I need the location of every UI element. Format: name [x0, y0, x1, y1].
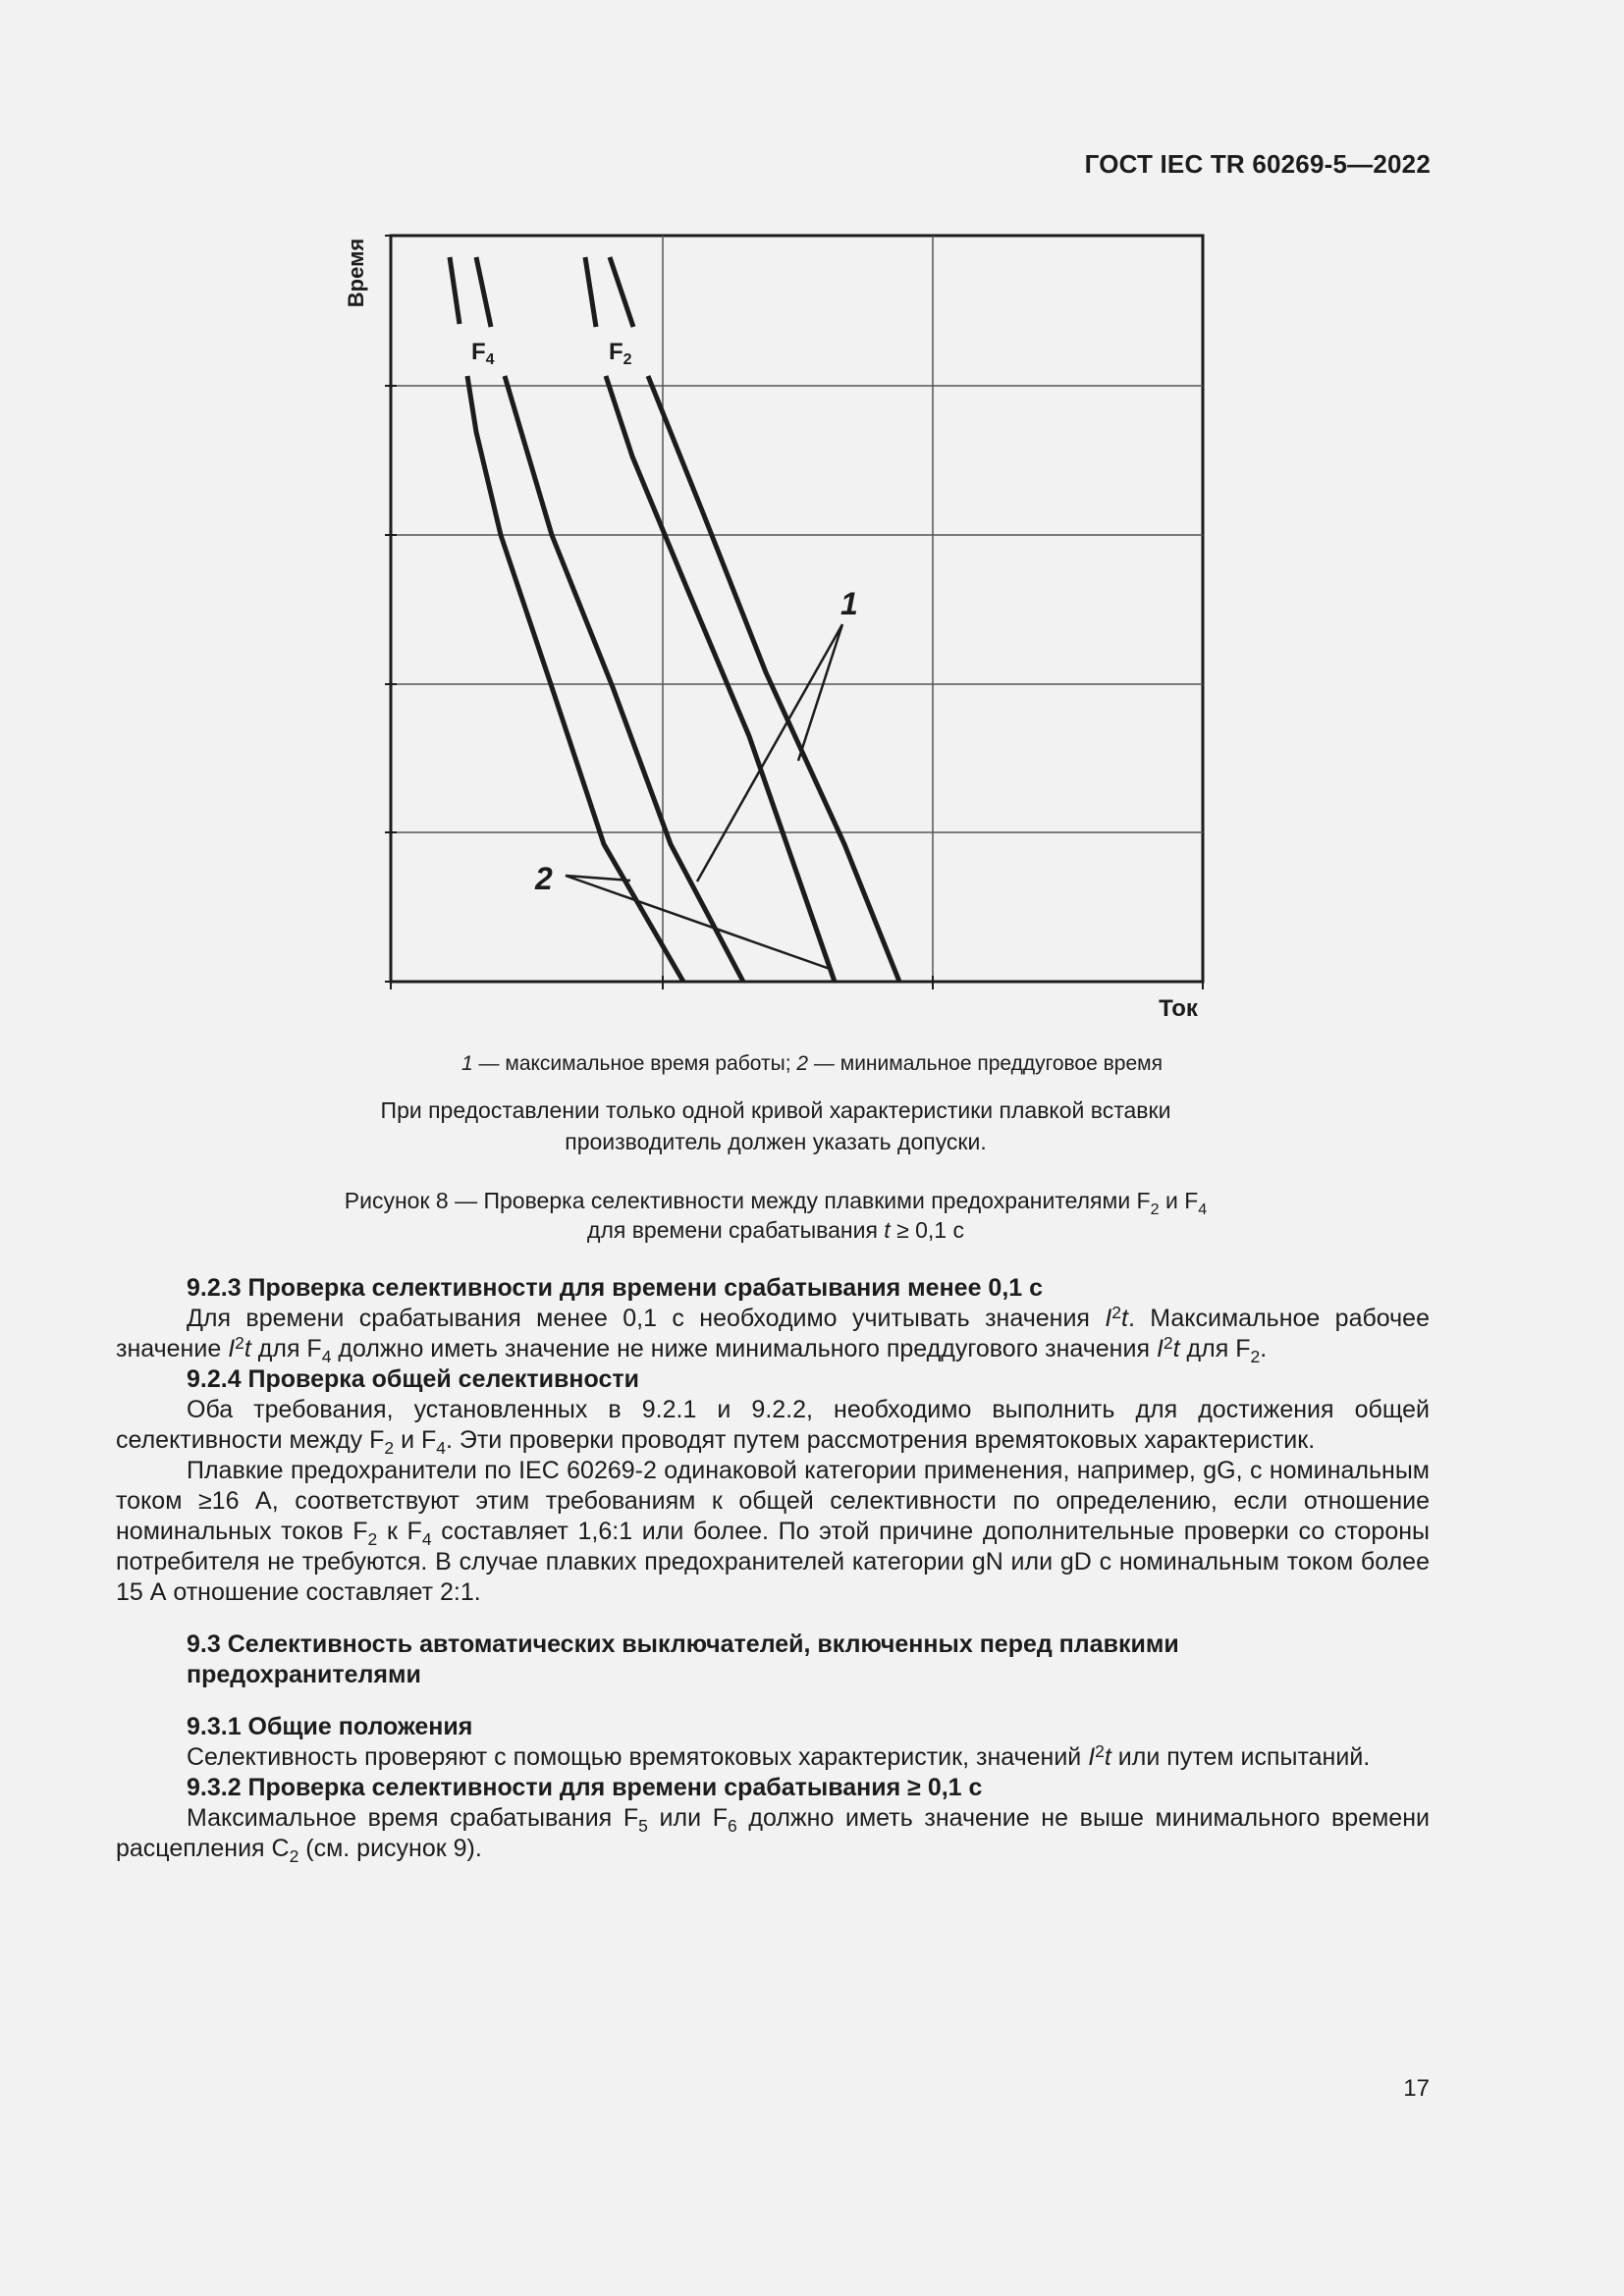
section-9-2-3-paragraph: Для времени срабатывания менее 0,1 с необходимо учитывать значения $I^2t$. Максимальное рабочее значение $I^2t$ для $F_4$ должно иметь значение не ниже минимального преддугового значения $I^2t$ для $F_2$. — [116, 1303, 1430, 1366]
curve-label-f4: $F_4$ — [471, 339, 495, 368]
figure-caption: Рисунок 8 — Проверка селективности между плавкими предохранителями $F_2$ и $F_4$ для времени срабатывания t ≥ 0,1 с — [344, 1188, 1208, 1243]
section-9-2-4-title: 9.2.4 Проверка общей селективности — [187, 1365, 639, 1393]
f4-curve-top-b — [476, 257, 491, 327]
curve-label-f2: $F_2$ — [609, 339, 632, 368]
body-text — [116, 1273, 1430, 1864]
figure-legend: 1 — максимальное время работы; 2 — минимальное преддуговое время — [461, 1052, 1163, 1075]
section-9-2-4-paragraph-2: Плавкие предохранители по IEC 60269-2 одинаковой категории применения, например, gG, с номинальным током ≥16 А, соответствуют этим требованиям к общей селективности по определению, если отношение номинальных токов $F_2$ к $F_4$ составляет 1,6:1 или более. По этой причине дополнительные проверки со стороны потребителя не требуются. В случае плавких предохранителей категории gN или gD с номинальным током более 15 А отношение составляет 2:1. — [116, 1457, 1430, 1606]
f4-curve-top-a — [450, 257, 460, 324]
f2-max-operating-curve — [648, 376, 899, 982]
leader-2b — [566, 876, 833, 970]
page-number: 17 — [1403, 2075, 1430, 2102]
callout-2: 2 — [535, 861, 553, 896]
figure-note: При предоставлении только одной кривой характеристики плавкой вставки производитель должен указать допуски. — [380, 1097, 1171, 1154]
callout-1: 1 — [840, 586, 858, 621]
axis-y-label: Время — [344, 238, 368, 308]
section-9-2-4-paragraph-1: Оба требования, установленных в 9.2.1 и 9.2.2, необходимо выполнить для достижения общей селективности между $F_2$ и $F_4$. Эти проверки проводят путем рассмотрения времятоковых характеристик. — [116, 1396, 1430, 1458]
section-9-3-1-paragraph: Селективность проверяют с помощью времятоковых характеристик, значений $I^2t$ или путем испытаний. — [187, 1741, 1371, 1771]
selectivity-diagram — [0, 0, 1624, 1041]
section-9-2-3-title: 9.2.3 Проверка селективности для времени срабатывания менее 0,1 с — [187, 1274, 1044, 1302]
section-9-3-2-title: 9.3.2 Проверка селективности для времени срабатывания ≥ 0,1 с — [187, 1774, 983, 1801]
f2-curve-top-b — [610, 257, 633, 327]
section-9-3-title: 9.3 Селективность автоматических выключателей, включенных перед плавкими предохранителями — [187, 1630, 1179, 1688]
f4-min-prearc-curve — [467, 376, 683, 982]
axis-x-label: Ток — [1159, 995, 1198, 1022]
f2-min-prearc-curve — [606, 376, 835, 982]
section-9-3-1-title: 9.3.1 Общие положения — [187, 1713, 473, 1740]
document-code: ГОСТ IEC TR 60269-5—2022 — [1084, 149, 1431, 179]
section-9-3-2-paragraph: Максимальное время срабатывания $F_5$ или $F_6$ должно иметь значение не выше минимального времени расцепления $C_2$ (см. рисунок 9). — [116, 1804, 1430, 1866]
f2-curve-top-a — [585, 257, 596, 327]
